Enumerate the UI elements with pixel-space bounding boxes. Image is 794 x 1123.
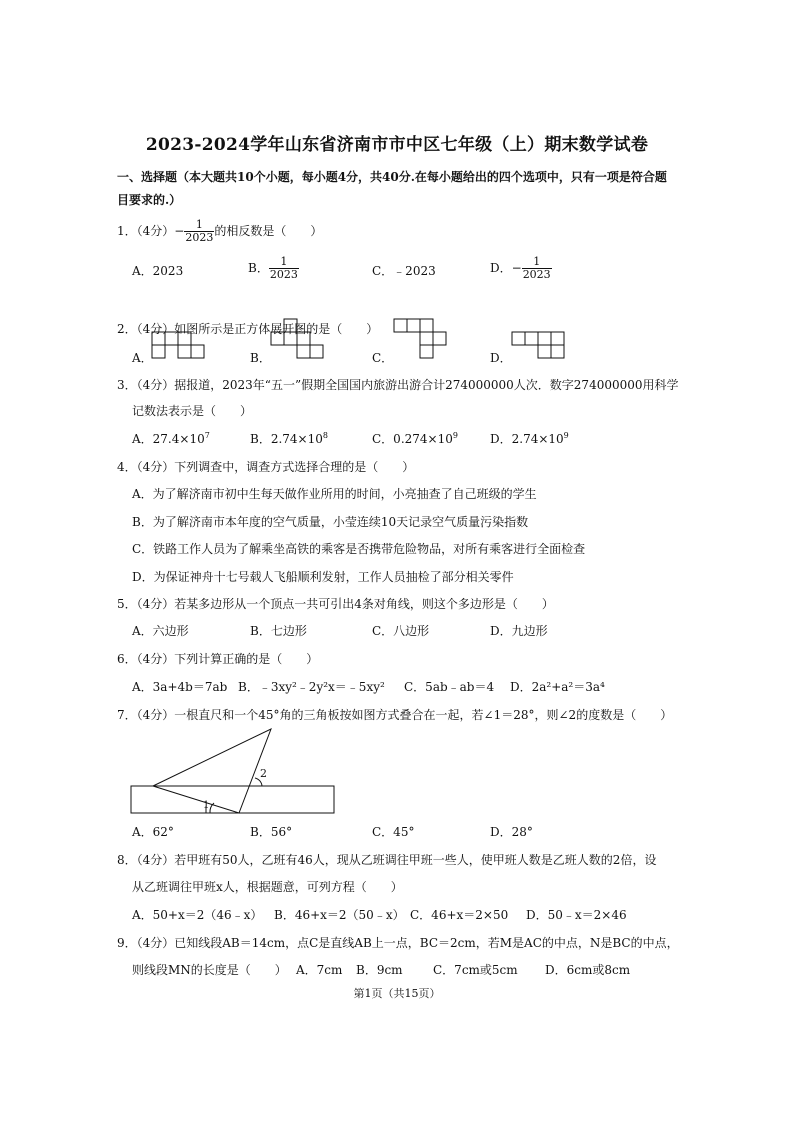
q7-option-d: D．28° (490, 825, 533, 839)
q1-frac-num: 1 (184, 219, 214, 232)
q9-option-d: D．6cm或8cm (545, 963, 631, 977)
q8-option-b: B．46+x＝2（50﹣x） (274, 908, 405, 922)
question-7-stem: 7．（4分）一根直尺和一个45°角的三角板按如图方式叠合在一起，若∠1＝28°，则∠2的度数是（ ） (117, 708, 673, 722)
q1-option-a: A．2023 (132, 264, 184, 278)
q2-option-d: D． (490, 351, 512, 365)
q5-option-a: A．六边形 (132, 624, 189, 638)
q4-option-c: C．铁路工作人员为了解乘坐高铁的乘客是否携带危险物品，对所有乘客进行全面检查 (132, 542, 586, 556)
q2-net-b (271, 319, 323, 358)
q7-label-1: 1 (203, 800, 210, 811)
q1-frac-den: 2023 (185, 231, 214, 244)
question-2-stem: 2．（4分）如图所示是正方体展开图的是（ ） (117, 322, 379, 336)
q7-ruler-triangle-figure (131, 729, 334, 813)
question-4-stem: 4．（4分）下列调查中，调查方式选择合理的是（ ） (117, 460, 415, 474)
q3-a-text: A．27.4×10 (132, 432, 205, 446)
q9-option-a: A．7cm (296, 963, 343, 977)
q1-b-den: 2023 (269, 268, 298, 281)
q5-option-c: C．八边形 (372, 624, 430, 638)
question-9-stem-line1: 9．（4分）已知线段AB＝14cm，点C是直线AB上一点，BC＝2cm，若M是AC的中点，N是BC的中点， (117, 936, 679, 950)
page-footer: 第1页（共15页） (353, 987, 441, 1000)
q7-label-2: 2 (260, 767, 267, 780)
q6-option-c: C．5ab﹣ab＝4 (404, 680, 495, 694)
q8-option-d: D．50﹣x＝2×46 (526, 908, 627, 922)
q5-option-b: B．七边形 (250, 624, 307, 638)
q1-d-den: 2023 (522, 268, 551, 281)
q4-option-b: B．为了解济南市本年度的空气质量，小莹连续10天记录空气质量污染指数 (132, 515, 529, 529)
q4-option-a: A．为了解济南市初中生每天做作业所用的时间，小亮抽查了自己班级的学生 (132, 487, 537, 501)
q2-net-d (512, 332, 564, 358)
question-3-stem-line1: 3．（4分）据报道，2023年“五一”假期全国国内旅游出游合计274000000人次．数字274000000用科学 (117, 378, 679, 392)
q7-option-a: A．62° (132, 825, 174, 839)
q4-option-d: D．为保证神舟十七号载人飞船顺利发射，工作人员抽检了部分相关零件 (132, 570, 514, 584)
q8-option-c: C．46+x＝2×50 (410, 908, 509, 922)
question-3-stem-line2: 记数法表示是（ ） (132, 404, 253, 418)
q1-sign: − (174, 224, 185, 238)
q3-option-c (372, 430, 458, 447)
q7-option-c: C．45° (372, 825, 415, 839)
q2-option-b: B． (250, 351, 271, 365)
q3-d-exp: 9 (563, 431, 569, 440)
q6-option-a: A．3a+4b＝7ab (132, 680, 228, 694)
q3-option-a (132, 430, 210, 447)
q3-d-text: D．2.74×10 (490, 432, 564, 446)
q6-option-d: D．2a²+a²＝3a⁴ (510, 680, 605, 694)
question-6-stem: 6．（4分）下列计算正确的是（ ） (117, 652, 319, 666)
q9-option-b: B．9cm (356, 963, 403, 977)
q2-option-a: A． (132, 351, 153, 365)
q2-net-c (394, 319, 446, 358)
q3-c-exp: 9 (452, 431, 458, 440)
q2-net-a (152, 332, 204, 358)
q1-b-label: B． (248, 261, 269, 275)
q3-c-text: C．0.274×10 (372, 432, 453, 446)
q7-option-b: B．56° (250, 825, 293, 839)
q1-d-label: D．− (490, 261, 522, 275)
q3-option-d (490, 430, 569, 447)
q8-option-a: A．50+x＝2（46﹣x） (132, 908, 263, 922)
q6-option-b: B．﹣3xy²﹣2y²x＝﹣5xy² (238, 680, 385, 694)
q7-triangle (153, 729, 271, 813)
section-heading: 一、选择题（本大题共10个小题，每小题4分，共40分.在每小题给出的四个选项中，只有一项是符合题目要求的.） (117, 170, 667, 207)
q1-d-num: 1 (522, 256, 552, 269)
q1-suffix: 的相反数是（ ） (214, 224, 323, 238)
q3-b-exp: 8 (322, 431, 328, 440)
q3-option-b (250, 430, 328, 447)
q1-option-c: C．﹣2023 (372, 264, 436, 278)
q3-a-exp: 7 (204, 431, 210, 440)
question-8-stem-line1: 8．（4分）若甲班有50人，乙班有46人，现从乙班调往甲班一些人，使甲班人数是乙班人数的2倍，设 (117, 853, 657, 867)
page-title: 2023-2024学年山东省济南市市中区七年级（上）期末数学试卷 (145, 135, 649, 155)
q9-option-c: C．7cm或5cm (433, 963, 518, 977)
q1-b-num: 1 (269, 256, 299, 269)
q2-option-c: C． (372, 351, 394, 365)
q1-prefix: 1．（4分） (117, 224, 175, 238)
q5-option-d: D．九边形 (490, 624, 548, 638)
question-9-stem-line2: 则线段MN的长度是（ ） (132, 963, 287, 977)
q3-b-text: B．2.74×10 (250, 432, 323, 446)
question-5-stem: 5．（4分）若某多边形从一个顶点一共可引出4条对角线，则这个多边形是（ ） (117, 597, 554, 611)
question-8-stem-line2: 从乙班调往甲班x人，根据题意，可列方程（ ） (132, 880, 403, 894)
